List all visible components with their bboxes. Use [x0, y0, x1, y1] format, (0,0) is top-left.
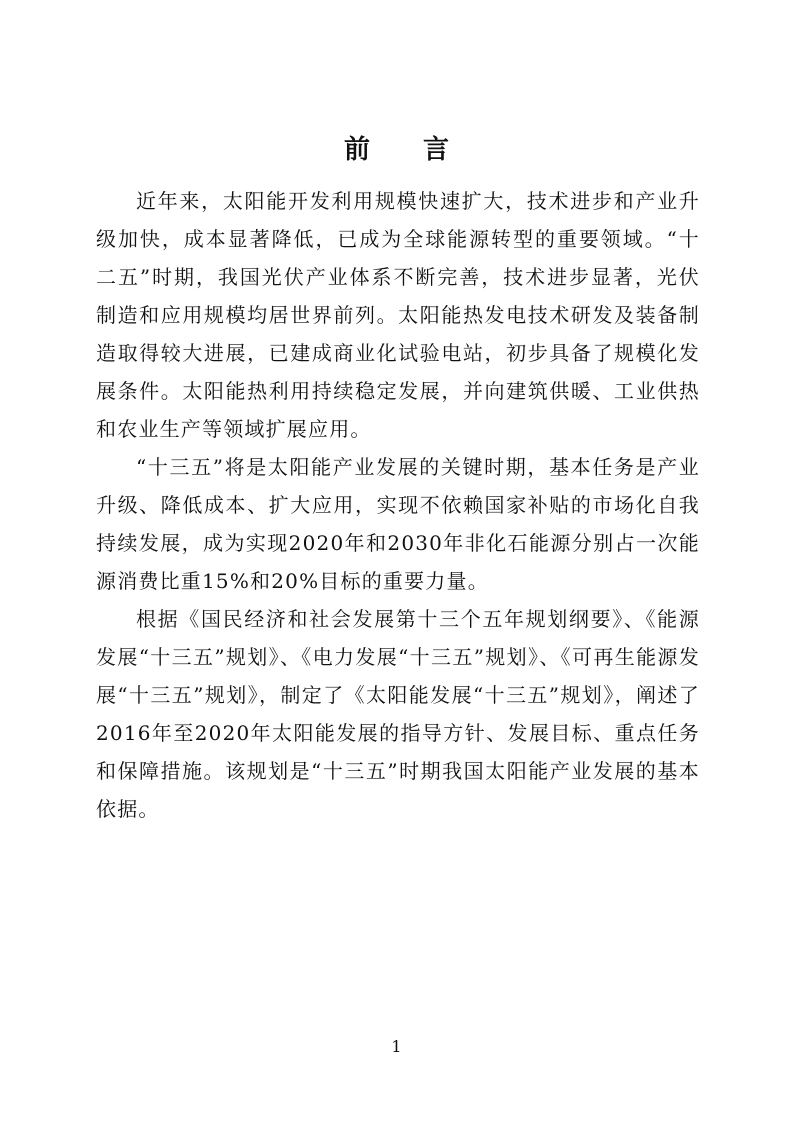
paragraph-2: “十三五”将是太阳能产业发展的关键时期，基本任务是产业升级、降低成本、扩大应用，实现不依赖国家补贴的市场化自我持续发展，成为实现2020年和2030年非化石能源分别占一次能源消费比重15%和20%目标的重要力量。	[96, 455, 700, 593]
page-number: 1	[391, 1037, 402, 1056]
page-title: 前 言	[343, 135, 472, 165]
paragraph-3: 根据《国民经济和社会发展第十三个五年规划纲要》、《能源发展“十三五”规划》、《电力发展“十三五”规划》、《可再生能源发展“十三五”规划》，制定了《太阳能发展“十三五”规划》，阐述了2016年至2020年太阳能发展的指导方针、发展目标、重点任务和保障措施。该规划是“十三五”时期我国太阳能产业发展的基本依据。	[96, 607, 700, 821]
paragraph-1: 近年来，太阳能开发利用规模快速扩大，技术进步和产业升级加快，成本显著降低，已成为全球能源转型的重要领域。“十二五”时期，我国光伏产业体系不断完善，技术进步显著，光伏制造和应用规模均居世界前列。太阳能热发电技术研发及装备制造取得较大进展，已建成商业化试验电站，初步具备了规模化发展条件。太阳能热利用持续稳定发展，并向建筑供暖、工业供热和农业生产等领域扩展应用。	[96, 189, 700, 441]
document-body	[96, 182, 700, 828]
